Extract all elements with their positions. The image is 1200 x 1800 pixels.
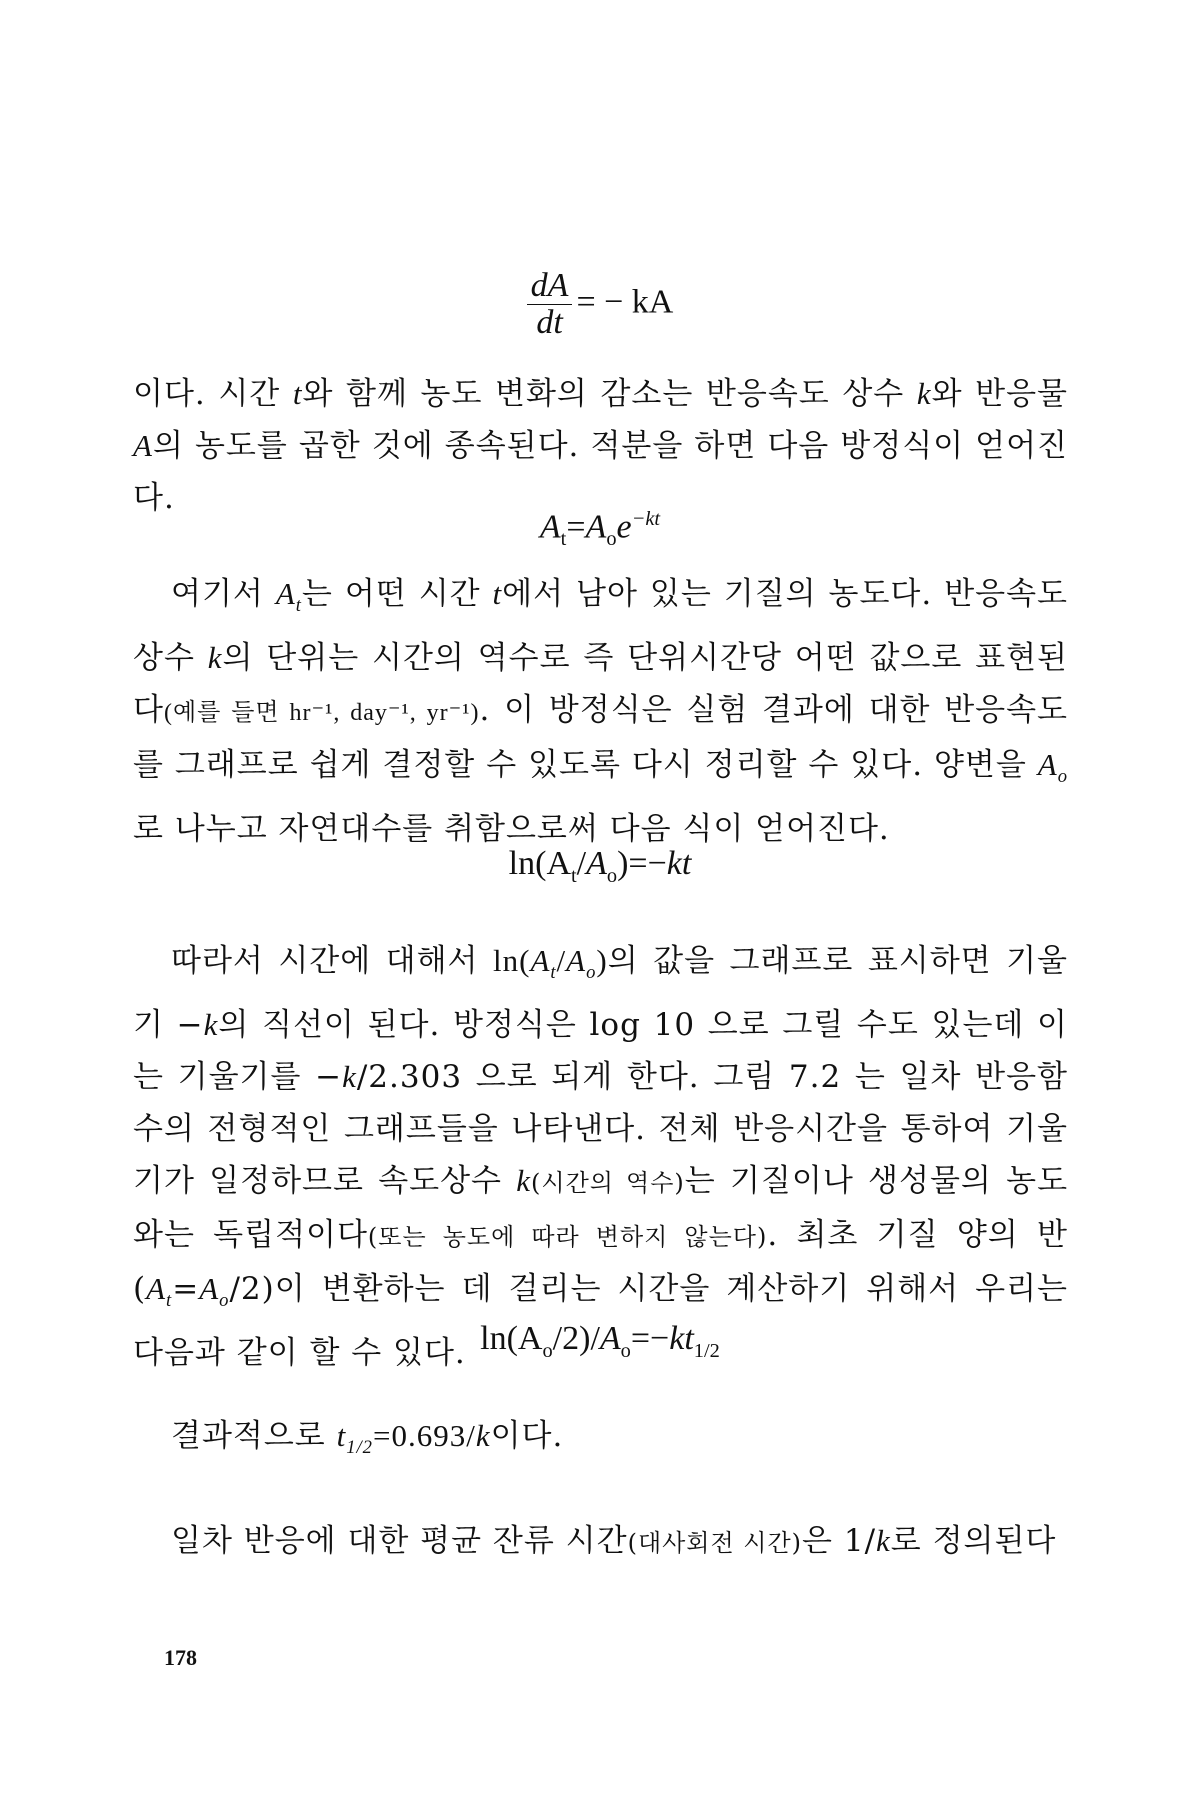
text: 은 1/ [802,1523,877,1559]
eq-symbol: ln(A [508,845,571,882]
text: 의 직선이 된다. 방정식은 log 10 으로 그릴 수도 있는데 이는 기울기를 − [133,1007,1068,1096]
text: 로 나누고 자연대수를 취함으로써 다음 식이 얻어진다. [133,811,890,848]
text: 일차 반응에 대한 평균 잔류 시간 [171,1523,628,1559]
paragraph-2: 여기서 $A_t$는 어떤 시간 t에서 남아 있는 기질의 농도다. 반응속도 상수 k의 단위는 시간의 역수로 즉 단위시간당 어떤 값으로 표현된다(예를 들면 hr⁻¹, day⁻¹, yr⁻¹). 이 방정식은 실험 결과에 대한 반응속도를 그래프로 쉽게 결정할 수 있도록 다시 정리할 수 있다. 양변을 $A_o$로 나누고 자연대수를 취함으로써 다음 식이 얻어진다. [133,576,1068,848]
fraction-numerator: dA [527,268,573,305]
fraction-denominator: dt [536,304,563,341]
equation-rate [0,268,1200,341]
paragraph-5: 일차 반응에 대한 평균 잔류 시간(대사회전 시간)은 1/k로 정의된다 [171,1523,1057,1559]
text: /2.303 으로 되게 한다. 그림 7.2 는 일차 반응함수의 전형적인 그래프들을 나타낸다. 전체 반응시간을 통하여 기울기가 일정하므로 속도상수 [133,1059,1068,1200]
paragraph-1 [133,368,1068,524]
text: 의 값을 그래프로 표시하면 기울기 − [133,943,1069,1044]
var-k: k [916,376,932,411]
text: (시간의 역수) [531,1169,685,1198]
text: =0.693/ [372,1418,476,1453]
paragraph-4: 결과적으로 $t_{1/2}=0.693/k$이다. [171,1418,564,1459]
var-t: t [336,1418,347,1453]
equation-half-life: $\ln(A_o/2)/A_o=-kt_{1/2}$ [480,1320,720,1362]
equation-rhs: = − kA [576,283,674,321]
text: (또는 농도에 따라 변하지 않는다) [367,1223,768,1252]
text: 이다. 시간 [133,376,293,412]
equation-integrated: $A_t=A_oe^{-kt}$ [539,508,661,551]
text: 의 단위는 시간의 역수로 즉 단위시간당 어떤 값으로 표현된다 [133,640,1068,729]
text: (대사회전 시간) [627,1529,803,1557]
text: 와 함께 농도 변화의 감소는 반응속도 상수 [302,376,917,412]
fraction-dA-dt [527,268,573,341]
text: 이다. [490,1418,564,1454]
text: 따라서 시간에 대해서 [171,943,493,979]
eq-symbol: ln(A [480,1320,543,1357]
text: 여기서 [171,576,276,612]
text: 와 반응물 [931,376,1068,412]
equation-log: $\ln(A_t/A_o)=-kt$ [508,845,692,887]
paragraph-3: 따라서 시간에 대해서 $\ln(A_t/A_o)$의 값을 그래프로 표시하면 기울기 −k의 직선이 된다. 방정식은 log 10 으로 그릴 수도 있는데 이는 기울기를 −k/2.303 으로 되게 한다. 그림 7.2 는 일차 반응함수의 전형적인 그래프들을 나타낸다. 전체 반응시간을 통하여 기울기가 일정하므로 속도상수 k(시간의 역수)는 기질이나 생성물의 농도와는 독립적이다(또는 농도에 따라 변하지 않는다). 최초 기질 양의 반$(A_t=A_o/2)$이 변환하는 데 걸리는 시간을 계산하기 위해서 우리는 다음과 같이 할 수 있다. [133,943,1069,1372]
text: 로 정의된다 [890,1523,1057,1559]
text: /2)이 변환하는 데 걸리는 시간을 계산하기 위해서 우리는 다음과 같이 할 수 있다. [133,1271,1068,1372]
text: 는 어떤 시간 [301,576,493,612]
text: 결과적으로 [171,1418,337,1454]
text: 에서 남아 있는 기질의 농도다. 반응속도 상수 [133,576,1068,677]
text: . 이 방정식은 실험 결과에 대한 반응속도를 그래프로 쉽게 결정할 수 있도록 다시 정리할 수 있다. 양변을 [133,692,1068,784]
text: 의 농도를 곱한 것에 종속된다. 적분을 하면 다음 방정식이 얻어진다. [133,428,1068,516]
unit-examples: (예를 들면 hr⁻¹, day⁻¹, yr⁻¹) [163,700,480,727]
eq-symbol: A [539,508,561,546]
text: 는 기질이나 생성물의 농도와는 독립적이다 [133,1163,1069,1254]
var-A: A [133,428,153,463]
text: . 최초 기질 양의 반( [133,1217,1068,1308]
page-number: 178 [164,1645,197,1670]
var-t: t [292,376,303,411]
